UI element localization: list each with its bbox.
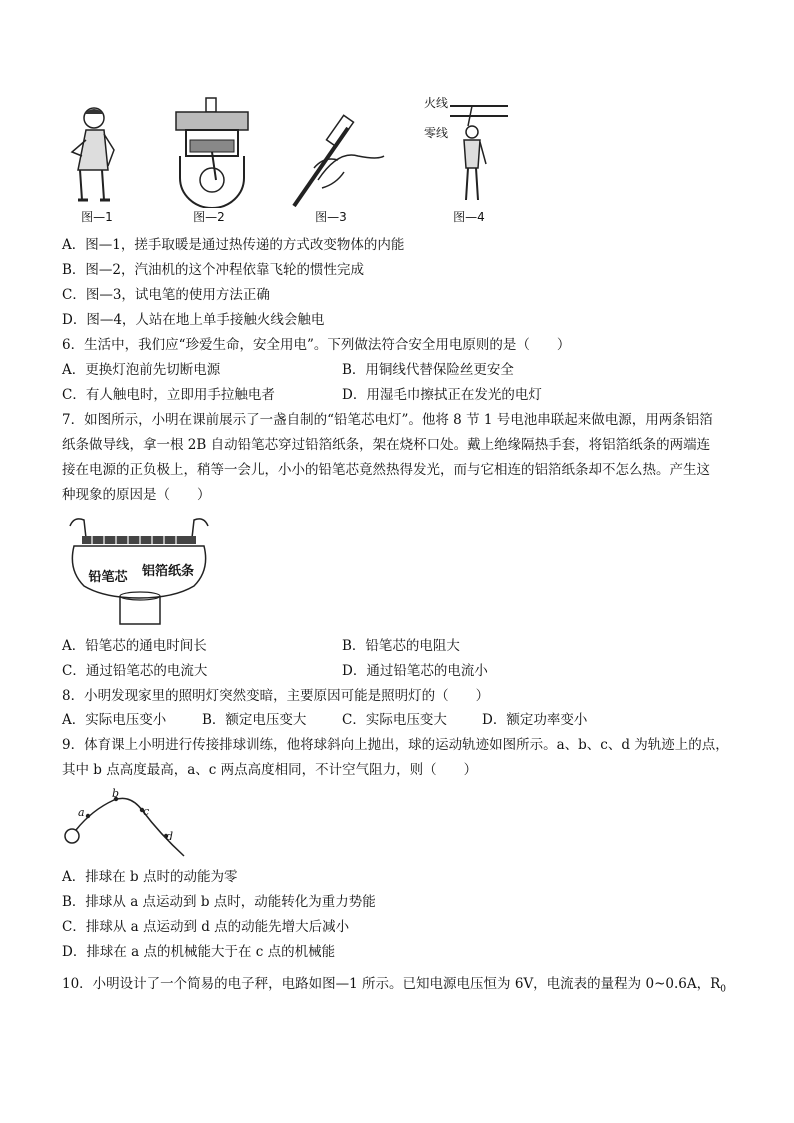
q6-option-a: A．更换灯泡前先切断电源 [62, 362, 221, 378]
q9-point-d-label: d [166, 830, 174, 843]
q7-option-a: A．铅笔芯的通电时间长 [62, 638, 207, 654]
q8-option-b: B．额定电压变大 [202, 712, 307, 728]
q7-stem-line-3: 接在电源的正负极上，稍等一会儿，小小的铅笔芯竟然热得发光，而与它相连的铝箔纸条却不怎么热。产生这 [62, 462, 710, 478]
figure-2-engine-illustration [170, 96, 254, 208]
figure-1-illustration [64, 100, 128, 210]
q6-option-d: D．用湿毛巾擦拭正在发光的电灯 [342, 387, 542, 403]
neutral-wire-label: 零线 [424, 126, 449, 140]
q5-option-c: C．图—3，试电笔的使用方法正确 [62, 287, 270, 303]
figure-1-caption: 图—1 [81, 210, 113, 224]
q10-stem-text: 10．小明设计了一个简易的电子秤，电路如图—1 所示。已知电源电压恒为 6V，电流表的量程为 0~0.6A，R [62, 976, 721, 992]
q7-option-b: B．铅笔芯的电阻大 [342, 638, 460, 654]
figure-4-caption: 图—4 [453, 210, 485, 224]
q9-stem-line-1: 9．体育课上小明进行传接排球训练，他将球斜向上抛出，球的运动轨迹如图所示。a、b、c、d 为轨迹上的点， [62, 737, 729, 753]
q8-option-c: C．实际电压变大 [342, 712, 447, 728]
q5-option-a: A．图—1，搓手取暖是通过热传递的方式改变物体的内能 [62, 237, 405, 253]
q9-option-d: D．排球在 a 点的机械能大于在 c 点的机械能 [62, 944, 336, 960]
q9-option-b: B．排球从 a 点运动到 b 点时，动能转化为重力势能 [62, 894, 376, 910]
fire-wire-label: 火线 [424, 96, 449, 110]
q10-r0-subscript: 0 [720, 984, 726, 995]
q7-lead-label: 铅笔芯 [88, 570, 128, 585]
q8-option-a: A．实际电压变小 [62, 712, 167, 728]
q6-stem: 6．生活中，我们应“珍爱生命，安全用电”。下列做法符合安全用电原则的是（ ） [62, 337, 571, 353]
figure-3-caption: 图—3 [315, 210, 347, 224]
q7-stem-line-2: 纸条做导线，拿一根 2B 自动铅笔芯穿过铅箔纸条，架在烧杯口处。戴上绝缘隔热手套，将铝箔纸条的两端连 [62, 437, 711, 453]
figure-2-caption: 图—2 [193, 210, 225, 224]
q10-stem [62, 975, 726, 999]
q6-option-b: B．用铜线代替保险丝更安全 [342, 362, 514, 378]
q7-option-d: D．通过铅笔芯的电流小 [342, 663, 488, 679]
q9-option-a: A．排球在 b 点时的动能为零 [62, 869, 238, 885]
q9-trajectory-illustration [62, 784, 192, 860]
q8-option-d: D．额定功率变小 [482, 712, 588, 728]
figure-3-test-pencil-illustration [288, 110, 388, 210]
q9-point-a-label: a [78, 806, 85, 819]
q9-option-c: C．排球从 a 点运动到 d 点的动能先增大后减小 [62, 919, 350, 935]
q9-point-b-label: b [112, 787, 120, 800]
q8-stem: 8．小明发现家里的照明灯突然变暗，主要原因可能是照明灯的（ ） [62, 688, 490, 704]
q6-option-c: C．有人触电时，立即用手拉触电者 [62, 387, 275, 403]
q9-stem-line-2: 其中 b 点高度最高，a、c 两点高度相同，不计空气阻力，则（ ） [62, 762, 478, 778]
q5-option-d: D．图—4，人站在地上单手接触火线会触电 [62, 312, 325, 328]
q7-option-c: C．通过铅笔芯的电流大 [62, 663, 208, 679]
q7-stem-line-4: 种现象的原因是（ ） [62, 487, 211, 503]
q5-option-b: B．图—2，汽油机的这个冲程依靠飞轮的惯性完成 [62, 262, 365, 278]
q7-stem-line-1: 7．如图所示，小明在课前展示了一盏自制的“铅笔芯电灯”。他将 8 节 1 号电池串联起来做电源，用两条铝箔 [62, 412, 713, 428]
q9-point-c-label: c [143, 805, 150, 818]
q7-foil-label: 铝箔纸条 [141, 564, 194, 579]
